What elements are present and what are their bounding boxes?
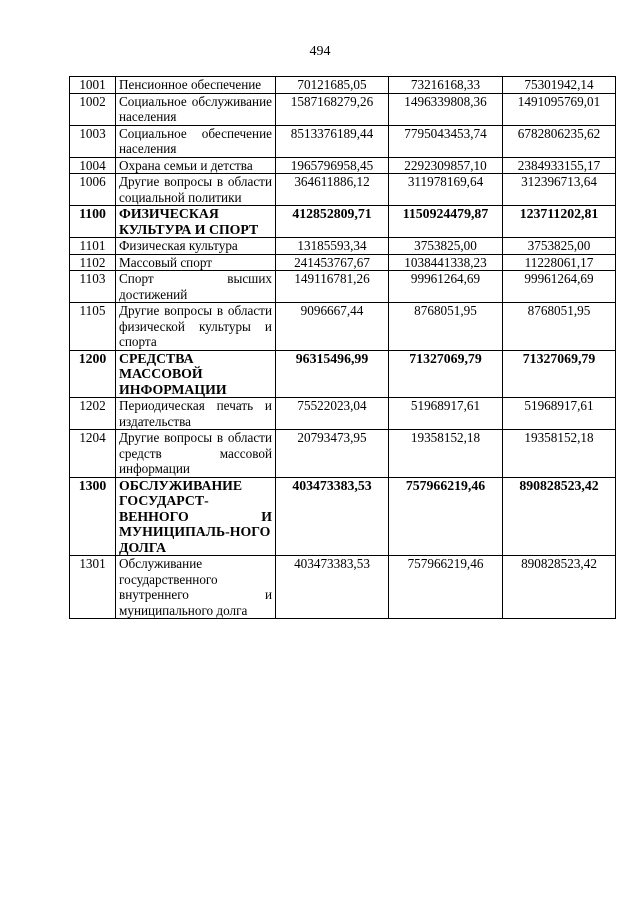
row-value-3: 3753825,00 (503, 238, 616, 255)
row-code: 1006 (70, 174, 116, 206)
row-code: 1004 (70, 157, 116, 174)
row-name: Охрана семьи и детства (116, 157, 276, 174)
row-value-1: 412852809,71 (276, 206, 389, 238)
table-row (70, 238, 616, 255)
row-code: 1100 (70, 206, 116, 238)
row-name: ОБСЛУЖИВАНИЕ ГОСУДАРСТ-ВЕННОГО И МУНИЦИПАЛЬ-НОГО ДОЛГА (116, 477, 276, 556)
table-row (70, 157, 616, 174)
table-row (70, 303, 616, 351)
row-name: Массовый спорт (116, 254, 276, 271)
row-value-3: 6782806235,62 (503, 125, 616, 157)
row-name: Социальное обеспечение населения (116, 125, 276, 157)
row-value-3: 890828523,42 (503, 477, 616, 556)
row-value-1: 75522023,04 (276, 398, 389, 430)
table-row (70, 174, 616, 206)
row-value-2: 757966219,46 (389, 556, 503, 619)
row-value-3: 75301942,14 (503, 77, 616, 94)
row-value-2: 1496339808,36 (389, 93, 503, 125)
row-value-1: 149116781,26 (276, 271, 389, 303)
row-value-2: 19358152,18 (389, 430, 503, 478)
table-row (70, 350, 616, 398)
row-value-1: 9096667,44 (276, 303, 389, 351)
row-name: Обслуживание государственного внутреннего и муниципального долга (116, 556, 276, 619)
row-name: Социальное обслуживание населения (116, 93, 276, 125)
row-code: 1101 (70, 238, 116, 255)
row-value-3: 312396713,64 (503, 174, 616, 206)
row-value-3: 2384933155,17 (503, 157, 616, 174)
row-code: 1103 (70, 271, 116, 303)
table-row (70, 398, 616, 430)
row-name: Периодическая печать и издательства (116, 398, 276, 430)
row-name: Пенсионное обеспечение (116, 77, 276, 94)
row-code: 1301 (70, 556, 116, 619)
row-name: Другие вопросы в области социальной политики (116, 174, 276, 206)
row-name: Спорт высших достижений (116, 271, 276, 303)
row-value-1: 13185593,34 (276, 238, 389, 255)
row-code: 1204 (70, 430, 116, 478)
row-value-2: 1038441338,23 (389, 254, 503, 271)
row-code: 1300 (70, 477, 116, 556)
row-name: СРЕДСТВА МАССОВОЙ ИНФОРМАЦИИ (116, 350, 276, 398)
row-code: 1202 (70, 398, 116, 430)
row-value-1: 1587168279,26 (276, 93, 389, 125)
budget-table-body (70, 77, 616, 619)
table-row (70, 556, 616, 619)
row-code: 1001 (70, 77, 116, 94)
row-name: ФИЗИЧЕСКАЯ КУЛЬТУРА И СПОРТ (116, 206, 276, 238)
row-value-3: 890828523,42 (503, 556, 616, 619)
row-name: Другие вопросы в области физической культуры и спорта (116, 303, 276, 351)
page-number: 494 (309, 44, 331, 59)
table-row (70, 77, 616, 94)
table-row (70, 125, 616, 157)
row-value-2: 99961264,69 (389, 271, 503, 303)
row-code: 1002 (70, 93, 116, 125)
row-value-1: 96315496,99 (276, 350, 389, 398)
row-value-1: 1965796958,45 (276, 157, 389, 174)
row-name: Физическая культура (116, 238, 276, 255)
row-value-1: 403473383,53 (276, 477, 389, 556)
table-row (70, 430, 616, 478)
row-value-2: 7795043453,74 (389, 125, 503, 157)
row-value-2: 73216168,33 (389, 77, 503, 94)
table-row (70, 206, 616, 238)
row-value-3: 11228061,17 (503, 254, 616, 271)
row-value-3: 51968917,61 (503, 398, 616, 430)
row-value-2: 8768051,95 (389, 303, 503, 351)
row-name: Другие вопросы в области средств массовой информации (116, 430, 276, 478)
table-row (70, 477, 616, 556)
row-code: 1003 (70, 125, 116, 157)
row-value-3: 99961264,69 (503, 271, 616, 303)
row-code: 1105 (70, 303, 116, 351)
row-value-2: 311978169,64 (389, 174, 503, 206)
row-value-3: 123711202,81 (503, 206, 616, 238)
table-row (70, 271, 616, 303)
row-value-2: 3753825,00 (389, 238, 503, 255)
row-value-2: 2292309857,10 (389, 157, 503, 174)
row-value-2: 1150924479,87 (389, 206, 503, 238)
row-value-1: 20793473,95 (276, 430, 389, 478)
row-code: 1200 (70, 350, 116, 398)
row-value-2: 757966219,46 (389, 477, 503, 556)
row-code: 1102 (70, 254, 116, 271)
table-row (70, 254, 616, 271)
row-value-3: 71327069,79 (503, 350, 616, 398)
row-value-3: 19358152,18 (503, 430, 616, 478)
budget-table (69, 76, 616, 619)
table-row (70, 93, 616, 125)
row-value-1: 241453767,67 (276, 254, 389, 271)
row-value-3: 8768051,95 (503, 303, 616, 351)
row-value-1: 8513376189,44 (276, 125, 389, 157)
row-value-2: 51968917,61 (389, 398, 503, 430)
row-value-1: 403473383,53 (276, 556, 389, 619)
row-value-1: 70121685,05 (276, 77, 389, 94)
row-value-3: 1491095769,01 (503, 93, 616, 125)
row-value-2: 71327069,79 (389, 350, 503, 398)
row-value-1: 364611886,12 (276, 174, 389, 206)
